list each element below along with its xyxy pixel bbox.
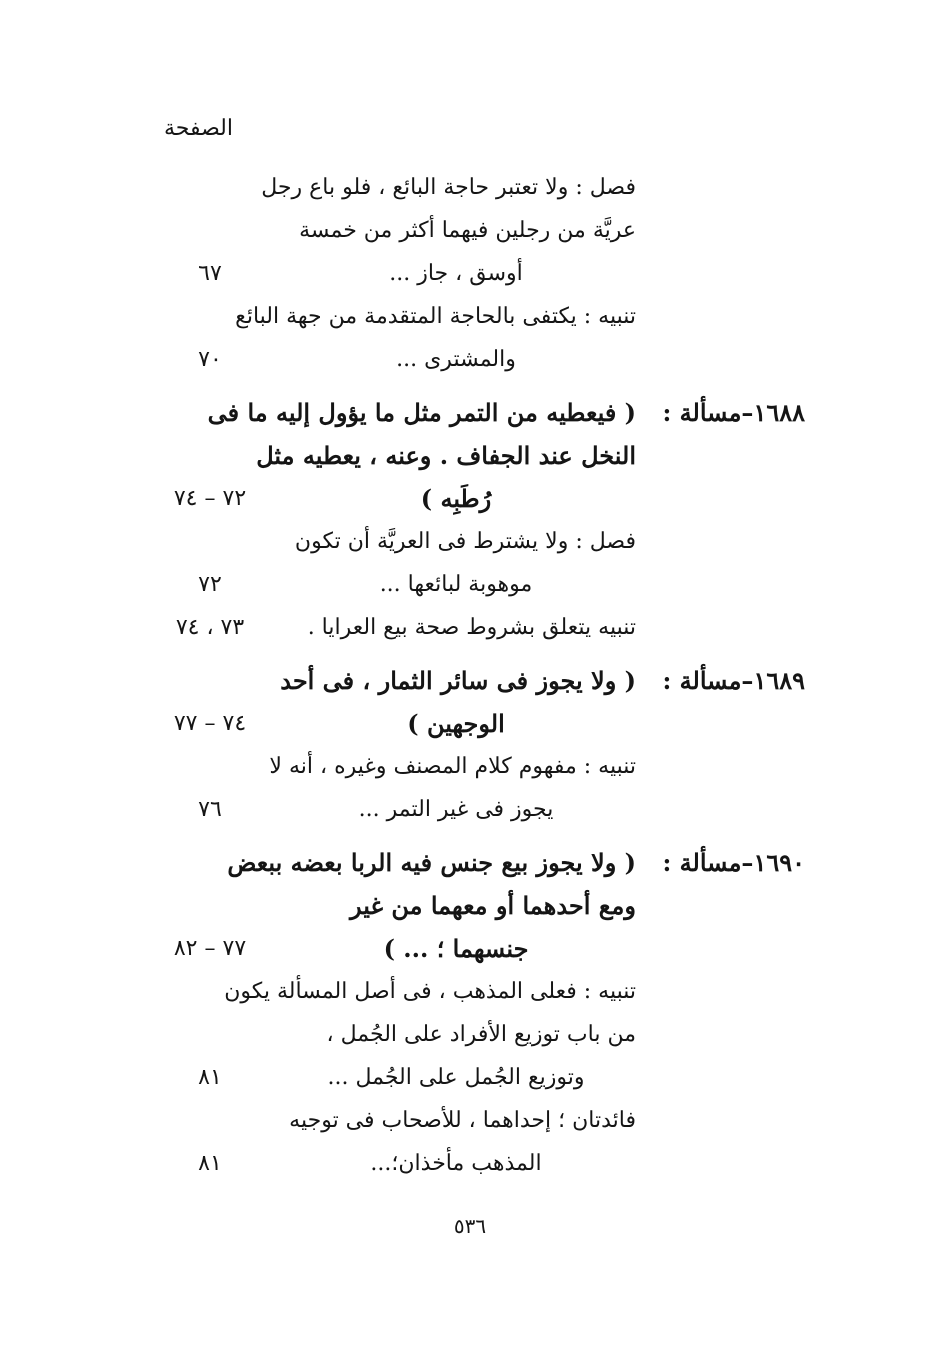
masala-text: الوجهين ): [407, 709, 505, 738]
masala-text: ( فيعطيه من التمر مثل ما يؤول إليه ما فى: [207, 398, 636, 427]
page-number: ٥٣٦: [453, 1214, 487, 1238]
masala-text: رُطَبِه ): [420, 484, 492, 513]
page-ref: ٧٠: [198, 347, 222, 372]
entry-line: موهوبة لبائعها ...: [379, 572, 533, 597]
page-ref: ٧٧ – ٨٢: [173, 936, 247, 961]
entry-line: فصل : ولا يشترط فى العريَّة أن تكون: [294, 529, 636, 554]
masala-text: ( ولا يجوز فى سائر الثمار ، فى أحد: [280, 666, 636, 695]
masala-text: ومع أحدهما أو معهما من غير: [349, 891, 636, 920]
masala-number: ١٦٨٩–مسألة :: [662, 666, 805, 695]
page-ref: ٨١: [198, 1065, 222, 1090]
entry-line: عريَّة من رجلين فيهما أكثر من خمسة: [299, 218, 636, 243]
entry-line: فائدتان ؛ إحداهما ، للأصحاب فى توجيه: [289, 1108, 636, 1133]
entry-line: يجوز فى غير التمر ...: [358, 797, 554, 822]
page-ref: ٧٢ – ٧٤: [173, 486, 247, 511]
page-ref: ٧٦: [198, 797, 222, 822]
masala-text: ( ولا يجوز بيع جنس فيه الربا بعضه ببعض: [227, 848, 636, 877]
entry-line: وتوزيع الجُمل على الجُمل ...: [327, 1065, 585, 1090]
masala-number: ١٦٩٠–مسألة :: [662, 848, 805, 877]
entry-line: تنبيه : فعلى المذهب ، فى أصل المسألة يكون: [224, 979, 636, 1004]
page-ref: ٧٣ ، ٧٤: [175, 615, 245, 640]
page-ref: ٦٧: [198, 261, 222, 286]
page-column-header: الصفحة: [163, 116, 233, 141]
page-ref: ٧٤ – ٧٧: [173, 711, 247, 736]
page-ref: ٨١: [198, 1151, 222, 1176]
entry-line: من باب توزيع الأفراد على الجُمل ،: [326, 1022, 636, 1047]
entry-line: تنبيه يتعلق بشروط صحة بيع العرايا .: [307, 615, 636, 640]
page-ref: ٧٢: [198, 572, 222, 597]
entry-line: تنبيه : يكتفى بالحاجة المتقدمة من جهة البائع: [235, 304, 636, 329]
masala-number: ١٦٨٨–مسألة :: [662, 398, 805, 427]
masala-text: النخل عند الجفاف . وعنه ، يعطيه مثل: [256, 441, 636, 470]
entry-line: فصل : ولا تعتبر حاجة البائع ، فلو باع رجل: [261, 175, 636, 200]
entry-line: تنبيه : مفهوم كلام المصنف وغيره ، أنه لا: [269, 754, 636, 779]
entry-line: المذهب مأخذان؛...: [370, 1151, 542, 1176]
entry-line: أوسق ، جاز ...: [389, 261, 523, 286]
masala-text: جنسهما ؛ ... ): [383, 934, 529, 963]
entry-line: والمشترى ...: [396, 347, 516, 372]
